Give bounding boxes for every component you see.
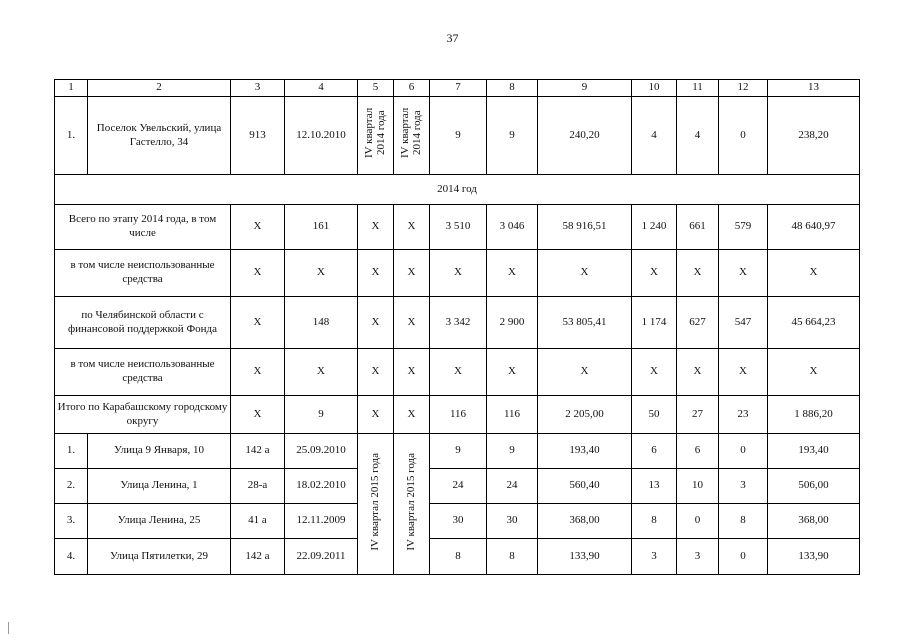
col-header: 10 — [632, 80, 677, 97]
cell: 238,20 — [768, 97, 860, 175]
cell: 6 — [677, 434, 719, 469]
row-number: 1. — [55, 97, 88, 175]
cell: X — [632, 349, 677, 396]
cell: 28-а — [231, 469, 285, 504]
summary-row — [55, 297, 860, 349]
date-cell: 12.10.2010 — [285, 97, 358, 175]
period-text: IV квартал 2014 года — [398, 108, 423, 159]
date-cell: 12.11.2009 — [285, 504, 358, 539]
cell: 24 — [487, 469, 538, 504]
col-header: 3 — [231, 80, 285, 97]
cell: X — [285, 250, 358, 297]
row-number: 3. — [55, 504, 88, 539]
cell: 4 — [677, 97, 719, 175]
address-cell: Улица 9 Января, 10 — [88, 434, 231, 469]
row-number: 2. — [55, 469, 88, 504]
period-cell — [394, 434, 430, 575]
cell: 368,00 — [768, 504, 860, 539]
cell: 3 — [632, 539, 677, 575]
table-row — [55, 504, 860, 539]
cell: 368,00 — [538, 504, 632, 539]
cell: 193,40 — [538, 434, 632, 469]
cell: 240,20 — [538, 97, 632, 175]
cell: 10 — [677, 469, 719, 504]
cell: 24 — [430, 469, 487, 504]
summary-row — [55, 349, 860, 396]
program-table — [54, 79, 860, 575]
col-header: 1 — [55, 80, 88, 97]
cell: 560,40 — [538, 469, 632, 504]
cell: 661 — [677, 205, 719, 250]
cell: 193,40 — [768, 434, 860, 469]
cell: 9 — [430, 97, 487, 175]
cell: 116 — [430, 396, 487, 434]
cell: X — [394, 349, 430, 396]
col-header: 12 — [719, 80, 768, 97]
col-header: 9 — [538, 80, 632, 97]
cell: 30 — [430, 504, 487, 539]
cell: 9 — [430, 434, 487, 469]
cell: 3 342 — [430, 297, 487, 349]
cell: X — [430, 349, 487, 396]
summary-row — [55, 396, 860, 434]
cell: X — [538, 349, 632, 396]
cell: 0 — [719, 539, 768, 575]
cell: X — [768, 250, 860, 297]
cell: X — [231, 297, 285, 349]
year-row — [55, 175, 860, 205]
cell: 50 — [632, 396, 677, 434]
cell: 3 046 — [487, 205, 538, 250]
col-header: 2 — [88, 80, 231, 97]
cell: 116 — [487, 396, 538, 434]
period-text: IV квартал 2014 года — [362, 108, 387, 159]
cell: X — [768, 349, 860, 396]
cell: X — [231, 250, 285, 297]
cell: 13 — [632, 469, 677, 504]
cell: 3 — [719, 469, 768, 504]
period-cell — [394, 97, 430, 175]
cell: X — [487, 250, 538, 297]
table-row — [55, 469, 860, 504]
cell: X — [538, 250, 632, 297]
cell: 8 — [430, 539, 487, 575]
cell: X — [677, 250, 719, 297]
table-row — [55, 539, 860, 575]
cell: 6 — [632, 434, 677, 469]
cell: X — [719, 349, 768, 396]
col-header: 11 — [677, 80, 719, 97]
summary-label: в том числе неиспользованные средства — [55, 349, 231, 396]
cell: 142 а — [231, 539, 285, 575]
period-cell — [358, 434, 394, 575]
cell: 2 205,00 — [538, 396, 632, 434]
col-header: 8 — [487, 80, 538, 97]
cell: X — [358, 205, 394, 250]
cell: X — [677, 349, 719, 396]
cell: 8 — [719, 504, 768, 539]
cell: X — [394, 250, 430, 297]
cell: X — [719, 250, 768, 297]
cell: X — [231, 205, 285, 250]
cell: 58 916,51 — [538, 205, 632, 250]
page-number: 37 — [446, 31, 459, 45]
cell: 23 — [719, 396, 768, 434]
cell: 53 805,41 — [538, 297, 632, 349]
cell: 579 — [719, 205, 768, 250]
address-cell: Улица Ленина, 1 — [88, 469, 231, 504]
cell: 45 664,23 — [768, 297, 860, 349]
col-header: 6 — [394, 80, 430, 97]
cell: 9 — [487, 97, 538, 175]
summary-label: по Челябинской области с финансовой поддержкой Фонда — [55, 297, 231, 349]
cell: X — [231, 396, 285, 434]
row-number: 4. — [55, 539, 88, 575]
cell: 1 240 — [632, 205, 677, 250]
column-number-row — [55, 80, 860, 97]
col-header: 4 — [285, 80, 358, 97]
cell: 2 900 — [487, 297, 538, 349]
cell: 3 510 — [430, 205, 487, 250]
cell: X — [394, 205, 430, 250]
cell: 4 — [632, 97, 677, 175]
summary-label: Всего по этапу 2014 года, в том числе — [55, 205, 231, 250]
cell: X — [394, 297, 430, 349]
cell: 9 — [487, 434, 538, 469]
period-text: IV квартал 2015 года — [405, 452, 418, 551]
cell: X — [358, 396, 394, 434]
cell: 8 — [487, 539, 538, 575]
period-text: IV квартал 2015 года — [369, 452, 382, 551]
cell: X — [231, 349, 285, 396]
cell: 506,00 — [768, 469, 860, 504]
cell: X — [632, 250, 677, 297]
table-row — [55, 434, 860, 469]
col-header: 7 — [430, 80, 487, 97]
col-header: 13 — [768, 80, 860, 97]
cell: 142 а — [231, 434, 285, 469]
cell: 9 — [285, 396, 358, 434]
cell: 3 — [677, 539, 719, 575]
cell: 133,90 — [538, 539, 632, 575]
cell: 547 — [719, 297, 768, 349]
summary-label: в том числе неиспользованные средства — [55, 250, 231, 297]
cell: 8 — [632, 504, 677, 539]
cell: 0 — [677, 504, 719, 539]
cell: 0 — [719, 434, 768, 469]
cell: X — [430, 250, 487, 297]
summary-row — [55, 205, 860, 250]
cell: 41 а — [231, 504, 285, 539]
scan-edge-mark — [8, 622, 9, 634]
cell: 1 886,20 — [768, 396, 860, 434]
cell: X — [358, 250, 394, 297]
year-label: 2014 год — [55, 175, 860, 205]
cell: 1 174 — [632, 297, 677, 349]
row-number: 1. — [55, 434, 88, 469]
date-cell: 25.09.2010 — [285, 434, 358, 469]
summary-row — [55, 250, 860, 297]
cell: X — [358, 297, 394, 349]
address-cell: Улица Пятилетки, 29 — [88, 539, 231, 575]
date-cell: 18.02.2010 — [285, 469, 358, 504]
cell: 161 — [285, 205, 358, 250]
date-cell: 22.09.2011 — [285, 539, 358, 575]
cell: 627 — [677, 297, 719, 349]
cell: 913 — [231, 97, 285, 175]
cell: X — [394, 396, 430, 434]
cell: 148 — [285, 297, 358, 349]
address-cell: Поселок Увельский, улица Гастелло, 34 — [88, 97, 231, 175]
cell: X — [285, 349, 358, 396]
col-header: 5 — [358, 80, 394, 97]
cell: 27 — [677, 396, 719, 434]
cell: X — [487, 349, 538, 396]
cell: 30 — [487, 504, 538, 539]
cell: 0 — [719, 97, 768, 175]
summary-label: Итого по Карабашскому городскому округу — [55, 396, 231, 434]
cell: 48 640,97 — [768, 205, 860, 250]
cell: 133,90 — [768, 539, 860, 575]
period-cell — [358, 97, 394, 175]
cell: X — [358, 349, 394, 396]
address-cell: Улица Ленина, 25 — [88, 504, 231, 539]
table-row — [55, 97, 860, 175]
